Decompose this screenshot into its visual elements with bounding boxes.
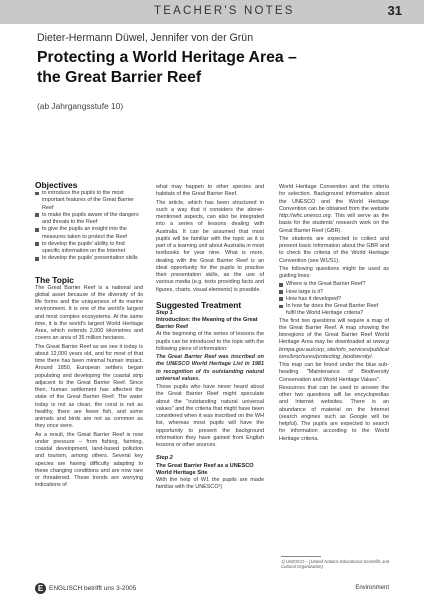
list-item: How has it developed? xyxy=(279,296,389,303)
column-2 xyxy=(156,184,264,492)
footnote-divider xyxy=(281,556,321,557)
paragraph: This map can be found under the blue sub-heading "Maintenance of Biodiversity Conservation and World Heritage Values". xyxy=(279,362,389,383)
page-footer xyxy=(35,583,389,595)
column-3 xyxy=(279,184,389,444)
list-item: to give the pupils an insight into the measures taken to protect the Reef xyxy=(35,226,143,241)
grade-level: (ab Jahrgangsstufe 10) xyxy=(37,101,124,111)
paragraph xyxy=(279,318,389,362)
paragraph: The article, which has been structured in such a way that it considers the above-mentioned aspects, can also be integrated into a series of lessons dealing with Australia. It can be assumed that most pupils will be familiar with the topic as it is part of a learning unit about Australia in most textbooks for year nine. What is more, dealing with the Great Barrier Reef is an ideal opportunity for the pupils to practise their presentation skills, as the use of various media (e.g. texts providing facts and figures, charts, visual elements) is possible. xyxy=(156,199,264,293)
page-number: 31 xyxy=(387,3,402,18)
article-title xyxy=(37,48,397,88)
authors: Dieter-Hermann Düwel, Jennifer von der Grün xyxy=(37,32,254,44)
title-line-2: the Great Barrier Reef xyxy=(37,69,202,86)
section-title: TEACHER'S NOTES xyxy=(154,5,295,17)
text: World Heritage Convention and the criteria for selection. Background information about the UNESCO and the World Heritage Convention can be obtained from the website xyxy=(279,184,389,212)
step-2-heading: Step 2 xyxy=(156,455,173,462)
journal-name: ENGLISCH betrifft uns 3-2005 xyxy=(49,585,137,592)
list-item: to make the pupils aware of the dangers and threats to the Reef xyxy=(35,212,143,227)
step-2-subheading: The Great Barrier Reef as a UNESCO World Heritage Site xyxy=(156,462,254,476)
paragraph: As a result, the Great Barrier Reef is now under pressure – from fishing, farming, coastal development, land-based pollution and tourism, among others. Several key species are having difficulty adapting to these changing conditions and are now rare or threatened. These trends are worrying indications of xyxy=(35,431,143,489)
list-item: How large is it? xyxy=(279,289,389,296)
paragraph: The Great Barrier Reef is a national and global asset because of the diversity of its life forms and the uniqueness of its marine environment. It is one of the world's largest and most complex ecosystems. At the same time, it is the world's largest World Heritage Area, which extends 2,000 kilometres and covers an area of 35 million hectares. xyxy=(35,284,143,342)
list-item: Where is the Great Barrier Reef? xyxy=(279,281,389,288)
paragraph xyxy=(279,184,389,235)
topic-heading: The Topic xyxy=(35,274,74,285)
column-1 xyxy=(35,180,143,491)
list-item: to develop the pupils' ability to find specific information on the Internet xyxy=(35,241,143,256)
paragraph: The Great Barrier Reef as we see it today is about 12,000 years old, and for most of that time there has been minimal human impact. Around 1850, European settlers began populating and developing the coastal strip adjacent to the Great Barrier Reef. Since then, human settlement has affected the state of the Great Barrier Reef. The water today is not as clean, the coral is not as healthy, there are fewer fish, and some animals and birds are not as common as they once were. xyxy=(35,343,143,430)
list-item: to develop the pupils' presentation skills xyxy=(35,255,143,262)
footnote: 1) UNESCO – (United Nations Educational Scientific and Cultural Organization) xyxy=(281,559,390,570)
title-line-1: Protecting a World Heritage Area – xyxy=(37,49,297,66)
treatment-heading: Suggested Treatment xyxy=(156,299,242,310)
gbrmpa-link[interactable]: www.gbrmpa.gov.au/corp_site/info_services/publications/brochures/protecting_biodiversity/. xyxy=(279,339,389,360)
paragraph: The students are expected to collect and present basic information about the GBR and to check the criteria of the World Heritage Convention (see W1/S1). xyxy=(279,235,389,264)
step-1-heading: Step 1 xyxy=(156,309,173,316)
journal-logo-icon: E xyxy=(35,583,46,594)
list-item: In how far does the Great Barrier Reef fulfil the World Heritage criteria? xyxy=(279,303,389,318)
objectives-heading: Objectives xyxy=(35,180,78,190)
text: This will serve as the basis for the students' research work on the Great Barrier Reef (GBR). xyxy=(279,213,389,234)
paragraph: what may happen to other species and habitats of the Great Barrier Reef. xyxy=(156,184,264,198)
paragraph: At the beginning of the series of lessons the pupils can be introduced to the topic with the following piece of information: xyxy=(156,331,264,352)
questions-list xyxy=(279,281,389,317)
paragraph: With the help of W1 the pupils are made familiar with the UNESCO¹) xyxy=(156,476,264,491)
objectives-list xyxy=(35,190,143,263)
step-1-subheading: Introduction: the Meaning of the Great Barrier Reef xyxy=(156,316,258,331)
quote: The Great Barrier Reef was inscribed on the UNESCO World Heritage List in 1981 in recognition of its outstanding natural universal values. xyxy=(156,354,264,382)
paragraph: Resources that can be used to answer the other two questions will be encyclopedias and Internet websites. There is an abundance of material on the Internet (search engines such as Google will be helpful). The pupils are expected to search for information according to the World Heritage criteria. xyxy=(279,384,389,442)
paragraph: Those pupils who have never heard about the Great Barrier Reef might speculate about the "outstanding natural universal values" and the criteria that might have been considered when it was inscribed on the WH list, whereas most pupils will have the opportunity to present the background information they have gained from English lessons or other sources. xyxy=(156,384,264,449)
page-header xyxy=(0,0,424,24)
paragraph: The following questions might be used as guiding lines: xyxy=(279,265,389,279)
list-item: to introduce the pupils to the most important features of the Great Barrier Reef xyxy=(35,190,143,212)
text: The first two questions will require a map of the Great Barrier Reef. A map showing the bioregions of the Great Barrier Reef World Heritage Area may be downloaded at xyxy=(279,317,389,346)
footer-section: Environment xyxy=(355,585,389,591)
unesco-link[interactable]: http://whc.unesco.org. xyxy=(279,213,333,219)
